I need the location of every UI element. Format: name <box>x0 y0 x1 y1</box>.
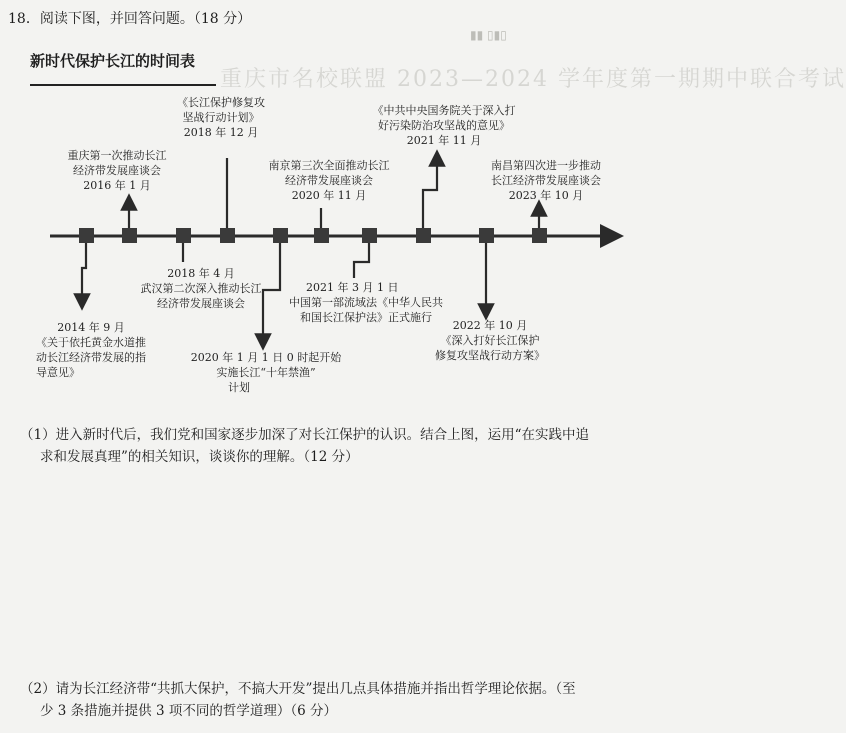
bleed-through-mark: ▮▮ ▯▮▯ <box>470 28 507 42</box>
event-2023-10: 南昌第四次进一步推动 长江经济带发展座谈会 2023 年 10 月 <box>491 159 601 202</box>
event-2020-01: 2020 年 1 月 1 日 0 时起开始 实施长江“十年禁渔” 计划 <box>190 351 342 394</box>
node-2021-03 <box>362 228 377 243</box>
node-2020-01 <box>273 228 288 243</box>
event-2022-10: 2022 年 10 月 《深入打好长江保护 修复攻坚战行动方案》 <box>435 319 545 362</box>
arrow-2014-09 <box>82 243 86 302</box>
node-2018-04 <box>176 228 191 243</box>
event-2020-11: 南京第三次全面推动长江 经济带发展座谈会 2020 年 11 月 <box>268 159 390 202</box>
event-2021-11: 《中共中央国务院关于深入打 好污染防治攻坚战的意见》 2021 年 11 月 <box>372 104 516 147</box>
node-2016-01 <box>122 228 137 243</box>
event-2021-03: 2021 年 3 月 1 日 中国第一部流域法《中华人民共 和国长江保护法》正式施行 <box>289 281 443 324</box>
node-2020-11 <box>314 228 329 243</box>
arrow-2021-03 <box>354 243 369 278</box>
event-2018-12: 《长江保护修复攻 坚战行动计划》 2018 年 12 月 <box>177 96 265 139</box>
node-2018-12 <box>220 228 235 243</box>
node-2014-09 <box>79 228 94 243</box>
node-2021-11 <box>416 228 431 243</box>
bleed-through-text: 重庆市名校联盟 2023—2024 学年度第一期期中联合考试 <box>220 67 846 92</box>
node-2023-10 <box>532 228 547 243</box>
event-2014-09: 2014 年 9 月 《关于依托黄金水道推 动长江经济带发展的指 导意见》 <box>36 321 146 379</box>
sub-question-1: （1）进入新时代后，我们党和国家逐步加深了对长江保护的认识。结合上图，运用“在实践中追 求和发展真理”的相关知识，谈谈你的理解。（12 分） <box>20 427 589 465</box>
node-2022-10 <box>479 228 494 243</box>
question-header: 18．阅读下图，并回答问题。（18 分） <box>8 11 252 27</box>
arrow-2021-11 <box>423 158 437 228</box>
timeline-title: 新时代保护长江的时间表 <box>30 52 196 70</box>
event-2018-04: 2018 年 4 月 武汉第二次深入推动长江 经济带发展座谈会 <box>140 267 262 310</box>
sub-question-2: （2）请为长江经济带“共抓大保护，不搞大开发”提出几点具体措施并指出哲学理论依据。（至 少 3 条措施并提供 3 项不同的哲学道理）（6 分） <box>20 681 576 719</box>
event-2016-01: 重庆第一次推动长江 经济带发展座谈会 2016 年 1 月 <box>67 149 167 192</box>
